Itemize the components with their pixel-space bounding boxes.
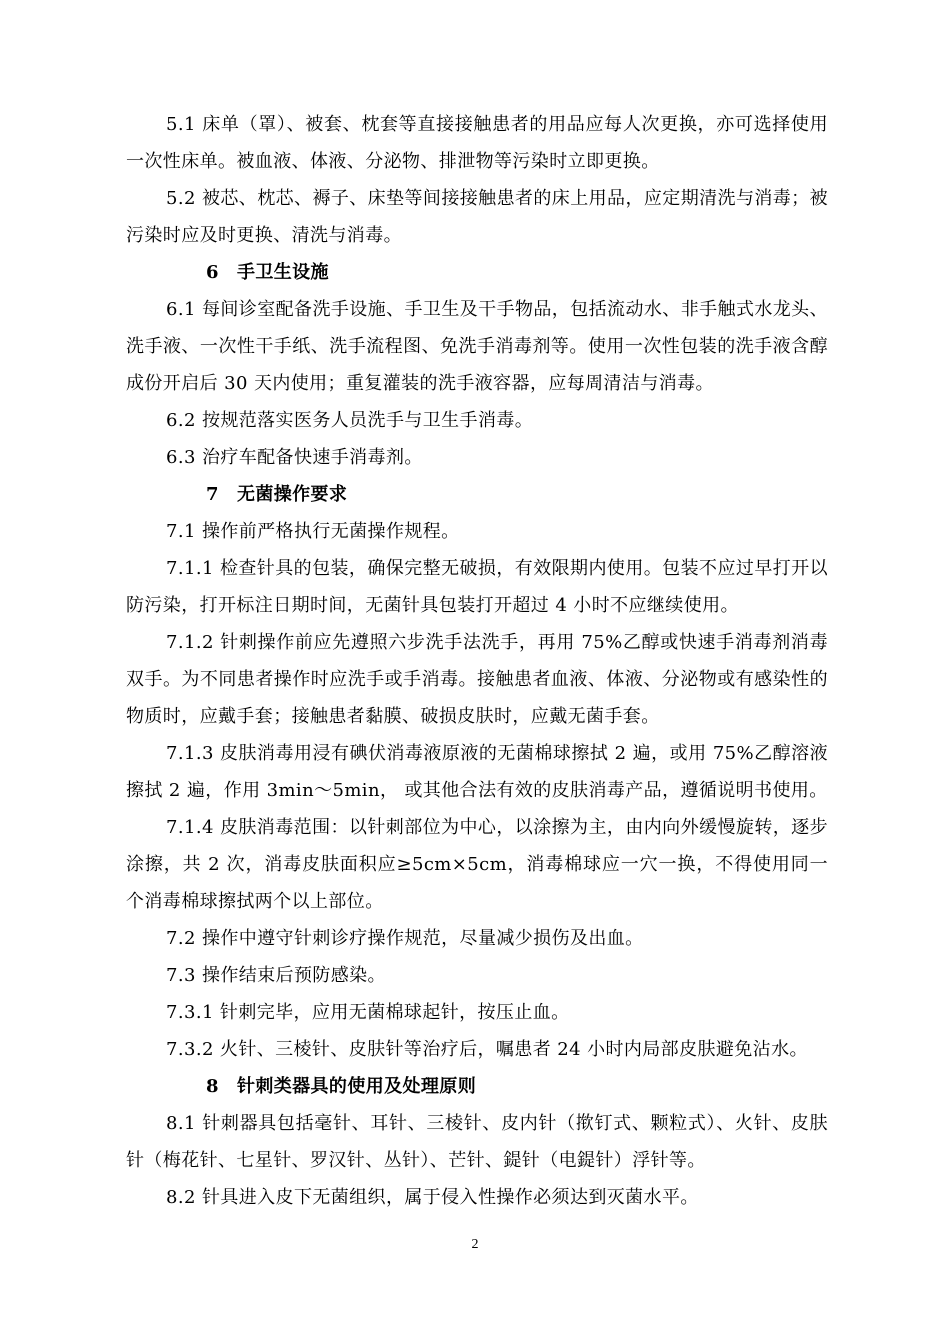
paragraph-8-1: 8.1 针刺器具包括毫针、耳针、三棱针、皮内针（揿钉式、颗粒式）、火针、皮肤针（梅花针、七星针、罗汉针、丛针）、芒针、鍉针（电鍉针）浮针等。 [126, 1113, 828, 1171]
paragraph-7-3-2: 7.3.2 火针、三棱针、皮肤针等治疗后，嘱患者 24 小时内局部皮肤避免沾水。 [166, 1039, 808, 1060]
paragraph-5-2: 5.2 被芯、枕芯、褥子、床垫等间接接触患者的床上用品，应定期清洗与消毒；被污染时应及时更换、清洗与消毒。 [126, 188, 828, 246]
paragraph-7-1-2: 7.1.2 针刺操作前应先遵照六步洗手法洗手，再用 75%乙醇或快速手消毒剂消毒双手。为不同患者操作时应洗手或手消毒。接触患者血液、体液、分泌物或有感染性的物质时，应戴手套；接触患者黏膜、破损皮肤时，应戴无菌手套。 [126, 632, 828, 727]
paragraph-7-1-3: 7.1.3 皮肤消毒用浸有碘伏消毒液原液的无菌棉球擦拭 2 遍，或用 75%乙醇溶液擦拭 2 遍，作用 3min～5min， 或其他合法有效的皮肤消毒产品，遵循说明书使用。 [126, 743, 828, 801]
paragraph-7-1-4: 7.1.4 皮肤消毒范围：以针刺部位为中心，以涂擦为主，由内向外缓慢旋转，逐步涂擦，共 2 次，消毒皮肤面积应≥5cm×5cm，消毒棉球应一穴一换，不得使用同一个消毒棉球擦拭两个以上部位。 [126, 817, 828, 912]
paragraph-7-2: 7.2 操作中遵守针刺诊疗操作规范，尽量减少损伤及出血。 [166, 928, 644, 949]
paragraph-7-1-1: 7.1.1 检查针具的包装，确保完整无破损，有效限期内使用。包装不应过早打开以防污染，打开标注日期时间，无菌针具包装打开超过 4 小时不应继续使用。 [126, 558, 828, 616]
paragraph-8-2: 8.2 针具进入皮下无菌组织，属于侵入性操作必须达到灭菌水平。 [166, 1187, 699, 1208]
section-title: 针刺类器具的使用及处理原则 [236, 1076, 477, 1097]
page-number: 2 [471, 1237, 479, 1252]
paragraph-6-3: 6.3 治疗车配备快速手消毒剂。 [166, 447, 423, 468]
paragraph-7-3-1: 7.3.1 针刺完毕，应用无菌棉球起针，按压止血。 [166, 1002, 570, 1023]
section-heading-6 [126, 254, 828, 291]
paragraph-6-1: 6.1 每间诊室配备洗手设施、手卫生及干手物品，包括流动水、非手触式水龙头、洗手液、一次性干手纸、洗手流程图、免洗手消毒剂等。使用一次性包装的洗手液含醇成份开启后 30 天内使用；重复灌装的洗手液容器，应每周清洁与消毒。 [126, 299, 828, 394]
section-number: 6 [206, 262, 219, 283]
section-number: 7 [206, 484, 219, 505]
section-number: 8 [206, 1076, 219, 1097]
section-heading-8 [126, 1068, 828, 1105]
paragraph-7-1: 7.1 操作前严格执行无菌操作规程。 [166, 521, 460, 542]
document-body [126, 106, 828, 1216]
paragraph-7-3: 7.3 操作结束后预防感染。 [166, 965, 386, 986]
paragraph-5-1: 5.1 床单（罩）、被套、枕套等直接接触患者的用品应每人次更换，亦可选择使用一次性床单。被血液、体液、分泌物、排泄物等污染时立即更换。 [126, 114, 828, 172]
section-title: 无菌操作要求 [236, 484, 348, 505]
section-heading-7 [126, 476, 828, 513]
section-title: 手卫生设施 [236, 262, 329, 283]
paragraph-6-2: 6.2 按规范落实医务人员洗手与卫生手消毒。 [166, 410, 534, 431]
